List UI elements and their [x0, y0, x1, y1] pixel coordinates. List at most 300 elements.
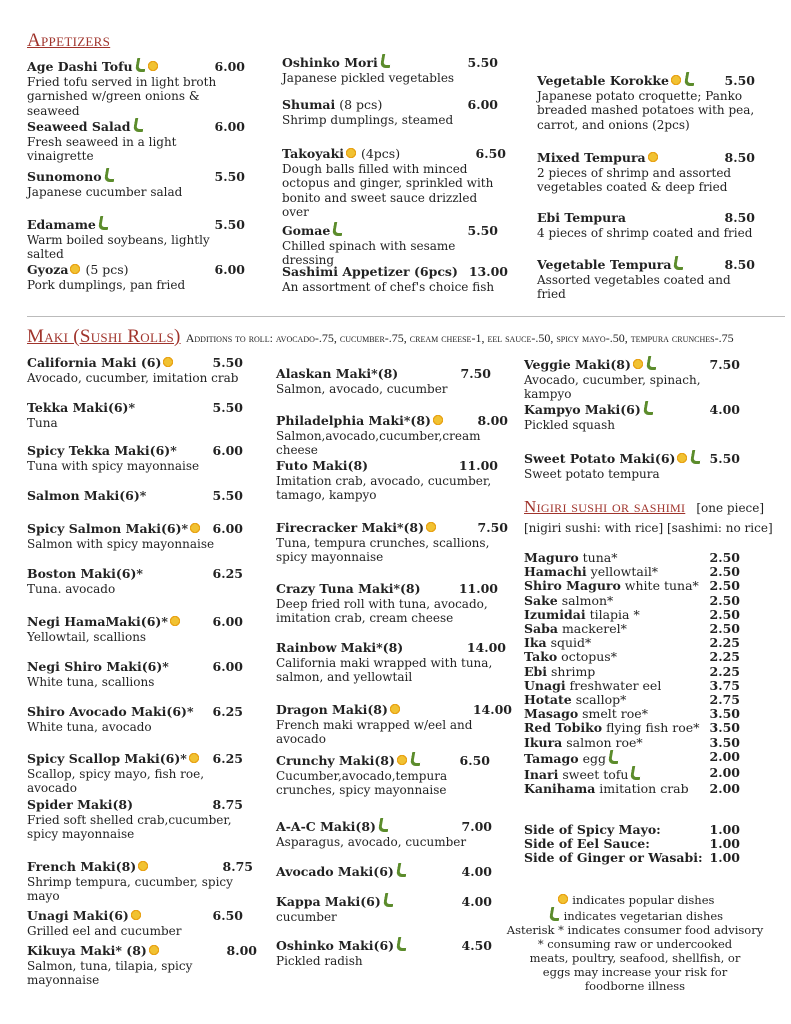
item-description: Salmon, tuna, tilapia, spicy mayonnaise [27, 958, 193, 988]
sun-icon [137, 860, 149, 872]
item-name: Salmon Maki(6)* [27, 488, 147, 503]
menu-item-oshinko-maki-6 [276, 937, 492, 968]
item-price: 6.25 [212, 751, 243, 766]
menu-item-crunchy-maki-8 [276, 752, 490, 798]
legend-warning: * consuming raw or undercooked meats, poultry, seafood, shellfish, or eggs may increase your risk for foodborne illness [529, 937, 741, 993]
item-name: A-A-C Maki(8) [276, 819, 376, 834]
leaf-icon [103, 168, 115, 182]
item-description: White tuna, scallions [27, 674, 155, 689]
item-name: Kanihama [524, 781, 596, 797]
nigiri-item-tamago [524, 750, 740, 766]
item-name: Unagi [524, 677, 566, 693]
item-name: Philadelphia Maki*(8) [276, 413, 431, 428]
menu-item-spicy-tekka-maki-6 [27, 444, 243, 473]
item-description: Salmon,avocado,cucumber,cream cheese [276, 428, 481, 458]
item-name: Gyoza [27, 262, 69, 277]
nigiri-item-ebi [524, 665, 740, 679]
item-description: white tuna* [620, 578, 699, 594]
side-item [524, 837, 740, 851]
item-price: 3.75 [709, 677, 740, 693]
item-name: Ebi [524, 663, 548, 679]
item-name: Avocado Maki(6) [276, 864, 394, 879]
item-name: Crazy Tuna Maki*(8) [276, 581, 421, 596]
nigiri-item-hamachi [524, 565, 740, 579]
leaf-icon [132, 118, 144, 132]
item-price: 5.50 [212, 355, 243, 370]
side-name: Side of Ginger or Wasabi: [524, 850, 703, 866]
item-name: Masago [524, 706, 579, 722]
menu-item-sweet-potato-maki-6 [524, 450, 740, 481]
menu-item-crazy-tuna-maki-8 [276, 582, 498, 626]
item-price: 2.25 [709, 649, 740, 665]
item-description: 2 pieces of shrimp and assorted vegetables coated & deep fried [537, 165, 732, 195]
menu-item-shiro-avocado-maki-6 [27, 705, 243, 734]
item-name: Vegetable Korokke [537, 73, 669, 88]
legend-popular: indicates popular dishes [572, 893, 715, 907]
leaf-icon [549, 907, 561, 921]
item-description: shrimp [547, 663, 596, 679]
item-description: mackerel* [557, 621, 627, 637]
side-price: 1.00 [709, 850, 740, 866]
menu-item-veggie-maki-8 [524, 356, 740, 402]
item-description: Shrimp dumplings, steamed [282, 112, 454, 127]
sun-icon [169, 615, 181, 627]
item-name: Unagi Maki(6) [27, 908, 129, 923]
menu-item-sunomono [27, 168, 245, 199]
menu-item-seaweed-salad [27, 118, 245, 164]
menu-item-philadelphia-maki-8 [276, 414, 508, 458]
item-description: Grilled eel and cucumber [27, 923, 182, 938]
item-price: 5.50 [709, 451, 740, 466]
sun-icon [557, 893, 569, 905]
item-name: Ika [524, 635, 547, 651]
menu-item-takoyaki [282, 147, 506, 220]
side-name: Side of Spicy Mayo: [524, 822, 661, 837]
item-name: French Maki(8) [27, 859, 137, 874]
item-name: Tako [524, 649, 558, 665]
item-price: 8.50 [724, 257, 755, 272]
item-name: Gomae [282, 223, 331, 238]
item-description: freshwater eel [565, 677, 662, 693]
item-name: Alaskan Maki*(8) [276, 366, 399, 381]
sun-icon [148, 944, 160, 956]
nigiri-item-ikura [524, 736, 740, 750]
sun-icon [432, 414, 444, 426]
side-price: 1.00 [709, 822, 740, 837]
menu-item-kappa-maki-6 [276, 893, 492, 924]
menu-item-vegetable-korokke [537, 72, 755, 132]
menu-item-negi-hamamaki-6 [27, 615, 243, 644]
item-name: Dragon Maki(8) [276, 702, 388, 717]
nigiri-item-masago [524, 707, 740, 721]
leaf-icon [383, 893, 395, 907]
item-price: 2.75 [709, 692, 740, 708]
item-price: 2.50 [709, 621, 740, 637]
item-name: Sake [524, 592, 558, 608]
item-name: Ikura [524, 734, 563, 750]
item-description: salmon roe* [562, 734, 643, 750]
legend [500, 893, 770, 993]
item-name: Negi Shiro Maki(6)* [27, 659, 169, 674]
item-description: Shrimp tempura, cucumber, spicy mayo [27, 874, 233, 904]
item-description: cucumber [276, 909, 337, 924]
menu-item-dragon-maki-8 [276, 703, 512, 747]
menu-item-edamame [27, 216, 245, 262]
item-portion: (8 pcs) [335, 97, 383, 112]
item-name: Izumidai [524, 606, 586, 622]
item-description: Yellowtail, scallions [27, 629, 147, 644]
sun-icon [162, 356, 174, 368]
item-name: Sweet Potato Maki(6) [524, 451, 676, 466]
leaf-icon [630, 766, 642, 780]
nigiri-item-izumidai [524, 608, 740, 622]
item-name: Rainbow Maki*(8) [276, 640, 404, 655]
maki-title: Maki (Sushi Rolls) [27, 326, 181, 347]
leaf-icon [332, 222, 344, 236]
item-name: Shumai [282, 97, 336, 112]
item-description: Pork dumplings, pan fried [27, 277, 186, 292]
nigiri-item-red-tobiko [524, 721, 740, 735]
item-price: 5.50 [212, 488, 243, 503]
item-price: 2.00 [709, 781, 740, 797]
item-description: tilapia * [585, 606, 640, 622]
menu-item-spicy-salmon-maki-6 [27, 522, 243, 551]
nigiri-item-hotate [524, 693, 740, 707]
menu-item-french-maki-8 [27, 860, 253, 904]
leaf-icon [379, 54, 391, 68]
menu-item-boston-maki-6 [27, 567, 243, 596]
side-price: 1.00 [709, 836, 740, 852]
menu-item-spicy-scallop-maki-6 [27, 752, 243, 796]
leaf-icon [673, 256, 685, 270]
menu-item-avocado-maki-6 [276, 863, 492, 880]
item-price: 6.00 [212, 659, 243, 674]
leaf-icon [608, 750, 620, 764]
nigiri-item-maguro [524, 551, 740, 565]
nigiri-item-shiro-maguro [524, 579, 740, 593]
nigiri-header [524, 497, 764, 517]
item-description: Japanese cucumber salad [27, 184, 183, 199]
nigiri-item-kanihama [524, 782, 740, 796]
menu-item-tekka-maki-6 [27, 401, 243, 430]
item-price: 8.50 [724, 210, 755, 225]
item-name: Shiro Maguro [524, 578, 621, 594]
item-price: 7.50 [709, 357, 740, 372]
item-name: Spider Maki(8) [27, 797, 134, 812]
menu-item-unagi-maki-6 [27, 909, 243, 938]
item-price: 2.50 [709, 578, 740, 594]
leaf-icon [98, 216, 110, 230]
side-item [524, 851, 740, 865]
item-description: Asparagus, avocado, cucumber [276, 834, 467, 849]
sides-list [524, 823, 740, 866]
nigiri-item-inari [524, 766, 740, 782]
item-name: Saba [524, 621, 558, 637]
item-name: Hamachi [524, 564, 587, 580]
item-description: Salmon with spicy mayonnaise [27, 536, 215, 551]
nigiri-title: Nigiri sushi or sashimi [524, 497, 686, 516]
item-price: 3.50 [709, 720, 740, 736]
item-name: Oshinko Mori [282, 55, 378, 70]
item-description: Imitation crab, avocado, cucumber, tamago, kampyo [276, 473, 492, 503]
item-price: 4.00 [709, 402, 740, 417]
leaf-icon [646, 356, 658, 370]
nigiri-item-tako [524, 650, 740, 664]
menu-item-rainbow-maki-8 [276, 641, 506, 685]
item-name: Firecracker Maki*(8) [276, 520, 425, 535]
item-name: Tamago [524, 750, 579, 766]
item-name: Maguro [524, 550, 579, 565]
leaf-icon [410, 752, 422, 766]
menu-item-spider-maki-8 [27, 798, 243, 842]
leaf-icon [134, 58, 146, 72]
item-price: 5.50 [214, 169, 245, 184]
item-price: 6.25 [212, 566, 243, 581]
item-name: Hotate [524, 692, 572, 708]
item-description: Scallop, spicy mayo, fish roe, avocado [27, 766, 205, 796]
item-description: Warm boiled soybeans, lightly salted [27, 232, 210, 262]
menu-item-california-maki-6 [27, 356, 243, 385]
item-description: California maki wrapped with tuna, salmon, and yellowtail [276, 655, 493, 685]
item-description: salmon* [557, 592, 614, 608]
menu-item-shumai [282, 98, 498, 127]
item-description: tuna* [578, 550, 618, 565]
item-description: Pickled radish [276, 953, 363, 968]
item-name: Sunomono [27, 169, 102, 184]
item-name: Mixed Tempura [537, 150, 646, 165]
menu-item-alaskan-maki-8 [276, 367, 491, 396]
item-price: 8.00 [226, 943, 257, 958]
leaf-icon [396, 863, 408, 877]
item-description: Japanese pickled vegetables [282, 70, 455, 85]
item-price: 3.50 [709, 734, 740, 750]
item-price: 7.50 [477, 520, 508, 535]
item-description: Tuna. avocado [27, 581, 116, 596]
item-price: 4.00 [461, 894, 492, 909]
item-price: 5.50 [212, 400, 243, 415]
item-description: Deep fried roll with tuna, avocado, imitation crab, cream cheese [276, 596, 488, 626]
sun-icon [188, 752, 200, 764]
item-portion: (4pcs) [356, 146, 401, 161]
item-name: Spicy Scallop Maki(6)* [27, 751, 187, 766]
menu-item-gomae [282, 222, 498, 268]
menu-item-sashimi-appetizer-6pcs [282, 265, 508, 294]
nigiri-note: [nigiri sushi: with rice] [sashimi: no rice] [524, 521, 773, 535]
item-price: 5.50 [724, 73, 755, 88]
item-price: 3.50 [709, 706, 740, 722]
item-price: 5.50 [214, 217, 245, 232]
item-price: 6.50 [459, 753, 490, 768]
item-name: Tekka Maki(6)* [27, 400, 136, 415]
item-name: Takoyaki [282, 146, 344, 161]
item-price: 6.00 [212, 521, 243, 536]
item-name: Negi HamaMaki(6)* [27, 614, 168, 629]
item-description: Japanese potato croquette; Panko breaded mashed potatoes with pea, carrot, and onions (2pcs) [537, 88, 755, 132]
item-price: 11.00 [458, 458, 498, 473]
item-description: Cucumber,avocado,tempura crunches, spicy mayonnaise [276, 768, 448, 798]
legend-vegetarian: indicates vegetarian dishes [563, 909, 724, 923]
sun-icon [425, 521, 437, 533]
menu-item-firecracker-maki-8 [276, 521, 508, 565]
item-name: Kampyo Maki(6) [524, 402, 641, 417]
item-name: Spicy Tekka Maki(6)* [27, 443, 177, 458]
item-name: Vegetable Tempura [537, 257, 672, 272]
sun-icon [147, 60, 159, 72]
menu-item-a-a-c-maki-8 [276, 818, 492, 849]
item-price: 7.50 [460, 366, 491, 381]
item-price: 4.00 [461, 864, 492, 879]
item-description: Salmon, avocado, cucumber [276, 381, 448, 396]
item-price: 14.00 [466, 640, 506, 655]
item-description: flying fish roe* [602, 720, 700, 736]
item-name: Edamame [27, 217, 96, 232]
item-description: Dough balls filled with minced octopus and ginger, sprinkled with bonito and sweet sauce drizzled over [282, 161, 494, 220]
nigiri-item-sake [524, 594, 740, 608]
item-price: 8.75 [212, 797, 243, 812]
menu-item-negi-shiro-maki-6 [27, 660, 243, 689]
item-name: Veggie Maki(8) [524, 357, 631, 372]
item-name: Age Dashi Tofu [27, 59, 133, 74]
sun-icon [130, 909, 142, 921]
item-description: Chilled spinach with sesame dressing [282, 238, 456, 268]
item-price: 2.00 [709, 748, 740, 764]
maki-header [27, 326, 734, 348]
item-price: 6.00 [214, 59, 245, 74]
item-name: Ebi Tempura [537, 210, 626, 225]
menu-item-vegetable-tempura [537, 256, 755, 302]
item-name: Spicy Salmon Maki(6)* [27, 521, 189, 536]
item-price: 2.25 [709, 635, 740, 651]
menu-item-salmon-maki-6 [27, 489, 243, 504]
item-description: Fried soft shelled crab,cucumber, spicy mayonnaise [27, 812, 232, 842]
item-price: 6.50 [475, 146, 506, 161]
item-description: Tuna, tempura crunches, scallions, spicy mayonnaise [276, 535, 490, 565]
item-description: Sweet potato tempura [524, 466, 660, 481]
item-description: octopus* [557, 649, 617, 665]
item-price: 2.25 [709, 663, 740, 679]
leaf-icon [690, 450, 702, 464]
item-price: 8.00 [477, 413, 508, 428]
item-description: French maki wrapped w/eel and avocado [276, 717, 473, 747]
item-description: smelt roe* [578, 706, 648, 722]
item-price: 8.75 [222, 859, 253, 874]
item-price: 7.00 [461, 819, 492, 834]
item-price: 6.00 [212, 443, 243, 458]
item-price: 14.00 [472, 702, 512, 717]
item-description: 4 pieces of shrimp coated and fried [537, 225, 753, 240]
leaf-icon [684, 72, 696, 86]
item-price: 6.00 [212, 614, 243, 629]
appetizers-title: Appetizers [27, 30, 111, 51]
menu-item-mixed-tempura [537, 151, 755, 195]
item-description: Fried tofu served in light broth garnished w/green onions & seaweed [27, 74, 217, 118]
section-divider [27, 316, 785, 317]
item-price: 6.00 [467, 97, 498, 112]
item-description: White tuna, avocado [27, 719, 152, 734]
menu-item-oshinko-mori [282, 54, 498, 85]
item-price: 5.50 [467, 223, 498, 238]
item-price: 2.50 [709, 550, 740, 565]
sun-icon [396, 754, 408, 766]
item-name: Red Tobiko [524, 720, 603, 736]
item-name: Sashimi Appetizer (6pcs) [282, 264, 458, 279]
item-description: An assortment of chef's choice fish [282, 279, 495, 294]
sun-icon [345, 147, 357, 159]
item-price: 6.50 [212, 908, 243, 923]
item-price: 11.00 [458, 581, 498, 596]
item-price: 5.50 [467, 55, 498, 70]
side-name: Side of Eel Sauce: [524, 836, 650, 852]
menu-item-kampyo-maki-6 [524, 401, 740, 432]
item-price: 13.00 [468, 264, 508, 279]
item-description: sweet tofu [558, 767, 629, 783]
menu-item-age-dashi-tofu [27, 58, 245, 118]
item-price: 6.00 [214, 119, 245, 134]
maki-additions-note: Additions to roll: avocado-.75, cucumber-.75, cream cheese-1, eel sauce-.50, spicy mayo-.50, tempura crunches-.75 [185, 331, 734, 345]
item-name: Futo Maki(8) [276, 458, 369, 473]
item-description: yellowtail* [586, 564, 659, 580]
sun-icon [389, 703, 401, 715]
item-name: Boston Maki(6)* [27, 566, 143, 581]
item-name: Oshinko Maki(6) [276, 938, 395, 953]
sun-icon [670, 74, 682, 86]
item-name: Seaweed Salad [27, 119, 131, 134]
nigiri-list [524, 551, 740, 796]
leaf-icon [396, 937, 408, 951]
sun-icon [647, 151, 659, 163]
sun-icon [632, 358, 644, 370]
item-price: 2.00 [709, 765, 740, 781]
item-description: Avocado, cucumber, spinach, kampyo [524, 372, 701, 402]
item-name: Inari [524, 767, 559, 783]
nigiri-item-unagi [524, 679, 740, 693]
item-name: Kappa Maki(6) [276, 894, 381, 909]
item-description: Pickled squash [524, 417, 615, 432]
menu-item-kikuya-maki-8 [27, 944, 257, 988]
side-item [524, 823, 740, 837]
menu-item-gyoza [27, 263, 245, 292]
item-price: 6.25 [212, 704, 243, 719]
item-description: Tuna [27, 415, 58, 430]
menu-item-ebi-tempura [537, 211, 755, 240]
item-description: scallop* [571, 692, 627, 708]
item-description: Fresh seaweed in a light vinaigrette [27, 134, 177, 164]
item-price: 2.50 [709, 564, 740, 580]
item-price: 8.50 [724, 150, 755, 165]
item-portion: (5 pcs) [81, 262, 129, 277]
menu-item-futo-maki-8 [276, 459, 498, 503]
item-description: imitation crab [595, 781, 689, 797]
nigiri-subtitle: [one piece] [696, 501, 765, 515]
item-description: squid* [546, 635, 592, 651]
legend-advisory: Asterisk * indicates consumer food advisory [506, 923, 764, 937]
item-description: Assorted vegetables coated and fried [537, 272, 731, 302]
item-name: Crunchy Maki(8) [276, 753, 395, 768]
item-name: Kikuya Maki* (8) [27, 943, 147, 958]
item-price: 2.50 [709, 606, 740, 622]
item-name: California Maki (6) [27, 355, 162, 370]
leaf-icon [378, 818, 390, 832]
item-name: Shiro Avocado Maki(6)* [27, 704, 194, 719]
item-description: Tuna with spicy mayonnaise [27, 458, 200, 473]
sun-icon [189, 522, 201, 534]
item-description: Avocado, cucumber, imitation crab [27, 370, 239, 385]
item-price: 6.00 [214, 262, 245, 277]
leaf-icon [643, 401, 655, 415]
nigiri-item-ika [524, 636, 740, 650]
sun-icon [676, 452, 688, 464]
nigiri-item-saba [524, 622, 740, 636]
